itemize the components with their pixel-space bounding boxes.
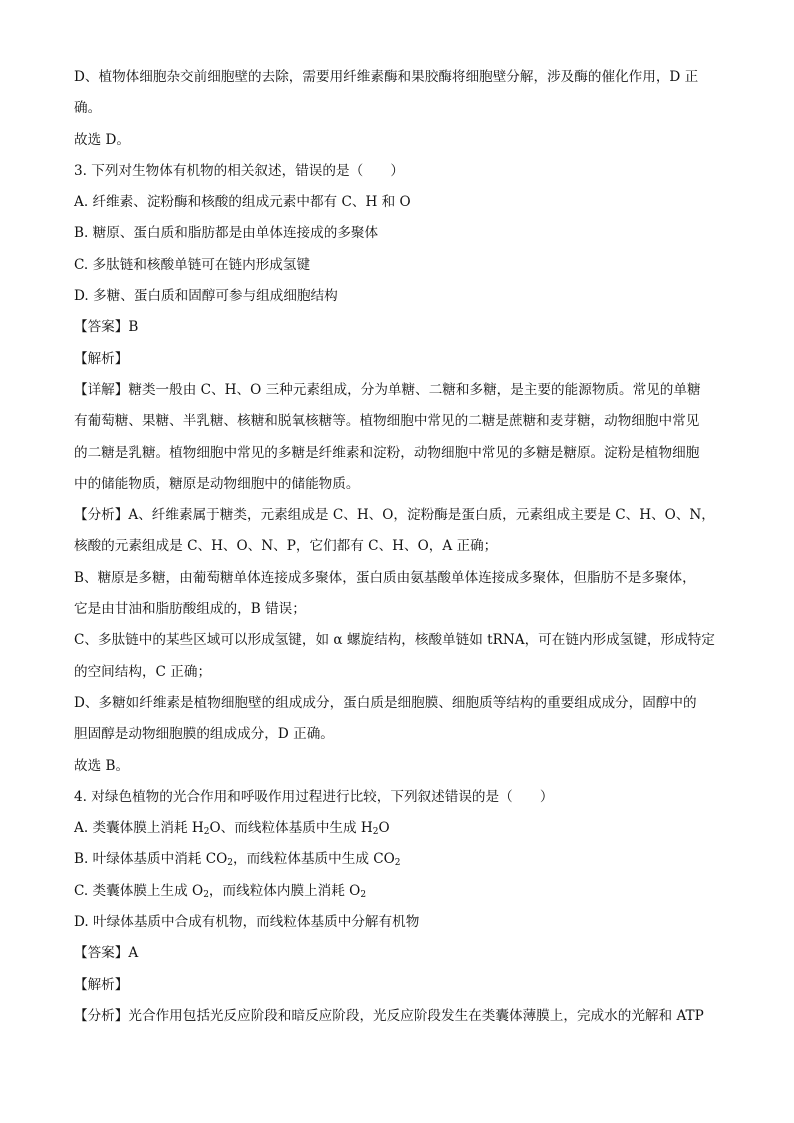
question-4-analysis-heading: 【解析】	[74, 976, 129, 993]
question-3-option-d: D. 多糖、蛋白质和固醇可参与组成细胞结构	[74, 288, 338, 305]
question-3-stem: 3. 下列对生物体有机物的相关叙述，错误的是（ ）	[74, 162, 404, 179]
question-3-option-c: C. 多肽链和核酸单链可在链内形成氢键	[74, 256, 311, 273]
text-line: C、多肽链中的某些区域可以形成氢键，如 α 螺旋结构，核酸单链如 tRNA，可在链内形成氢键，形成特定	[74, 632, 715, 649]
text-line: 中的储能物质，糖原是动物细胞中的储能物质。	[74, 475, 360, 492]
question-4-option-d: D. 叶绿体基质中合成有机物，而线粒体基质中分解有机物	[74, 914, 420, 931]
text-line: 【详解】糖类一般由 C、H、O 三种元素组成，分为单糖、二糖和多糖，是主要的能源物质。常见的单糖	[74, 381, 701, 398]
document-page	[74, 62, 722, 1032]
text-line: 的二糖是乳糖。植物细胞中常见的多糖是纤维素和淀粉，动物细胞中常见的多糖是糖原。淀粉是植物细胞	[74, 444, 700, 461]
question-4-stem: 4. 对绿色植物的光合作用和呼吸作用过程进行比较，下列叙述错误的是（ ）	[74, 788, 554, 805]
text-line: 有葡萄糖、果糖、半乳糖、核糖和脱氧核糖等。植物细胞中常见的二糖是蔗糖和麦芽糖，动物细胞中常见	[74, 413, 700, 430]
question-3-option-b: B. 糖原、蛋白质和脂肪都是由单体连接成的多聚体	[74, 225, 379, 242]
question-4-answer: 【答案】A	[74, 945, 139, 962]
text-line: 胆固醇是动物细胞膜的组成成分，D 正确。	[74, 726, 334, 743]
text-line: 确。	[74, 100, 102, 117]
text-line: D、植物体细胞杂交前细胞壁的去除，需要用纤维素酶和果胶酶将细胞壁分解，涉及酶的催化作用，D 正	[74, 69, 699, 85]
text-line: D、多糖如纤维素是植物细胞壁的组成成分，蛋白质是细胞膜、细胞质等结构的重要组成成分，固醇中的	[74, 694, 697, 711]
text-line: 它是由甘油和脂肪酸组成的，B 错误；	[74, 601, 306, 618]
text-line: 故选 B。	[74, 757, 130, 774]
question-3-answer: 【答案】B	[74, 319, 139, 336]
text-line: 的空间结构，C 正确；	[74, 663, 212, 680]
question-3-analysis-heading: 【解析】	[74, 350, 129, 367]
text-line: B、糖原是多糖，由葡萄糖单体连接成多聚体，蛋白质由氨基酸单体连接成多聚体，但脂肪不是多聚体，	[74, 569, 696, 586]
text-line: 核酸的元素组成是 C、H、O、N、P，它们都有 C、H、O，A 正确；	[74, 538, 498, 555]
text-line: 【分析】A、纤维素属于糖类，元素组成是 C、H、O，淀粉酶是蛋白质，元素组成主要是 C、H、O、N，	[74, 507, 715, 524]
question-4-option-a: A. 类囊体膜上消耗 $H_2O$、而线粒体基质中生成 $H_2O$	[74, 820, 390, 838]
text-line: 故选 D。	[74, 131, 131, 148]
question-4-option-b: B. 叶绿体基质中消耗 $CO_2$，而线粒体基质中生成 $CO_2$	[74, 851, 401, 869]
text-line: 【分析】光合作用包括光反应阶段和暗反应阶段，光反应阶段发生在类囊体薄膜上，完成水的光解和 ATP	[74, 1007, 704, 1024]
question-4-option-c: C. 类囊体膜上生成 $O_2$，而线粒体内膜上消耗 $O_2$	[74, 882, 367, 900]
question-3-option-a: A. 纤维素、淀粉酶和核酸的组成元素中都有 C、H 和 O	[74, 194, 411, 211]
